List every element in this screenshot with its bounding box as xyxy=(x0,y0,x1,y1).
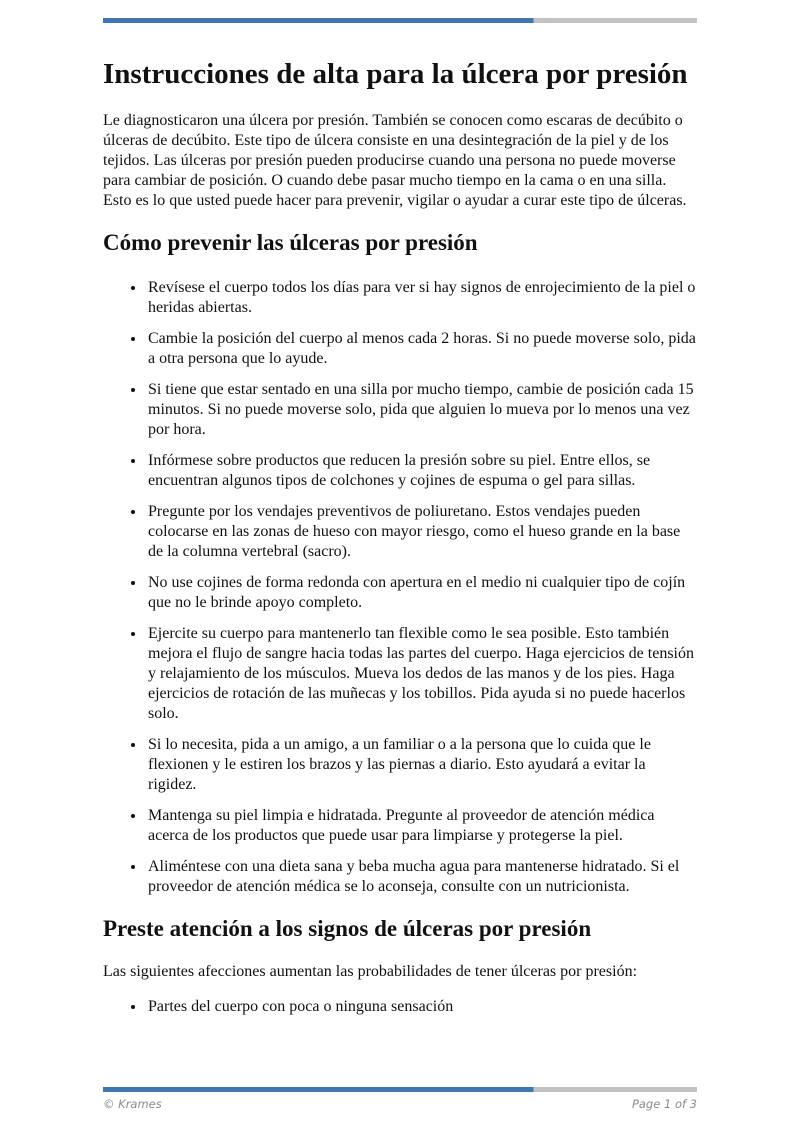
page-number-text: Page 1 of 3 xyxy=(631,1097,697,1111)
list-item: • Cambie la posición del cuerpo al menos cada 2 horas. Si no puede moverse solo, pida a otra persona que lo ayude. xyxy=(146,329,697,369)
list-item: • Si tiene que estar sentado en una silla por mucho tiempo, cambie de posición cada 15 minutos. Si no puede moverse solo, pida que alguien lo mueva por lo menos una vez por hora. xyxy=(146,380,697,440)
footer-rule xyxy=(103,1087,697,1092)
intro-paragraph: Le diagnosticaron una úlcera por presión. También se conocen como escaras de decúbito o úlceras de decúbito. Este tipo de úlcera consiste en una desintegración de la piel y de los tejidos. Las úlceras por presión pueden producirse cuando una persona no puede moverse para cambiar de posición. O cuando debe pasar mucho tiempo en la cama o en una silla. Esto es lo que usted puede hacer para prevenir, vigilar o ayudar a curar este tipo de úlceras. xyxy=(103,112,687,209)
list-item: • No use cojines de forma redonda con apertura en el medio ni cualquier tipo de cojín que no le brinde apoyo completo. xyxy=(146,573,697,613)
list-item: • Partes del cuerpo con poca o ninguna sensación xyxy=(146,997,697,1017)
prevention-bullet-list xyxy=(103,278,697,897)
list-item: • Aliméntese con una dieta sana y beba mucha agua para mantenerse hidratado. Si el proveedor de atención médica se lo aconseja, consulte con un nutricionista. xyxy=(146,857,697,897)
section-heading-prevention: Cómo prevenir las úlceras por presión xyxy=(103,230,478,255)
list-item: • Infórmese sobre productos que reducen la presión sobre su piel. Entre ellos, se encuentran algunos tipos de colchones y cojines de espuma o gel para sillas. xyxy=(146,451,697,491)
page-title: Instrucciones de alta para la úlcera por presión xyxy=(103,58,688,90)
signs-bullet-list xyxy=(103,997,697,1017)
list-item: • Ejercite su cuerpo para mantenerlo tan flexible como le sea posible. Esto también mejora el flujo de sangre hacia todas las partes del cuerpo. Haga ejercicios de tensión y relajamiento de los músculos. Mueva los dedos de las manos y de los pies. Haga ejercicios de rotación de las muñecas y los tobillos. Pida ayuda si no puede hacerlos solo. xyxy=(146,624,697,724)
list-item: • Revísese el cuerpo todos los días para ver si hay signos de enrojecimiento de la piel o heridas abiertas. xyxy=(146,278,697,318)
signs-intro-paragraph: Las siguientes afecciones aumentan las probabilidades de tener úlceras por presión: xyxy=(103,963,638,980)
document-content xyxy=(103,0,697,1028)
copyright-text: © Krames xyxy=(103,1097,162,1111)
page-footer xyxy=(103,1087,697,1111)
header-rule xyxy=(103,18,697,23)
section-heading-signs: Preste atención a los signos de úlceras por presión xyxy=(103,916,592,941)
list-item: • Pregunte por los vendajes preventivos de poliuretano. Estos vendajes pueden colocarse en las zonas de hueso con mayor riesgo, como el hueso grande en la base de la columna vertebral (sacro). xyxy=(146,502,697,562)
list-item: • Mantenga su piel limpia e hidratada. Pregunte al proveedor de atención médica acerca de los productos que puede usar para limpiarse y protegerse la piel. xyxy=(146,806,697,846)
list-item: • Si lo necesita, pida a un amigo, a un familiar o a la persona que lo cuida que le flexionen y le estiren los brazos y las piernas a diario. Esto ayudará a evitar la rigidez. xyxy=(146,735,697,795)
footer-row xyxy=(103,1097,697,1111)
